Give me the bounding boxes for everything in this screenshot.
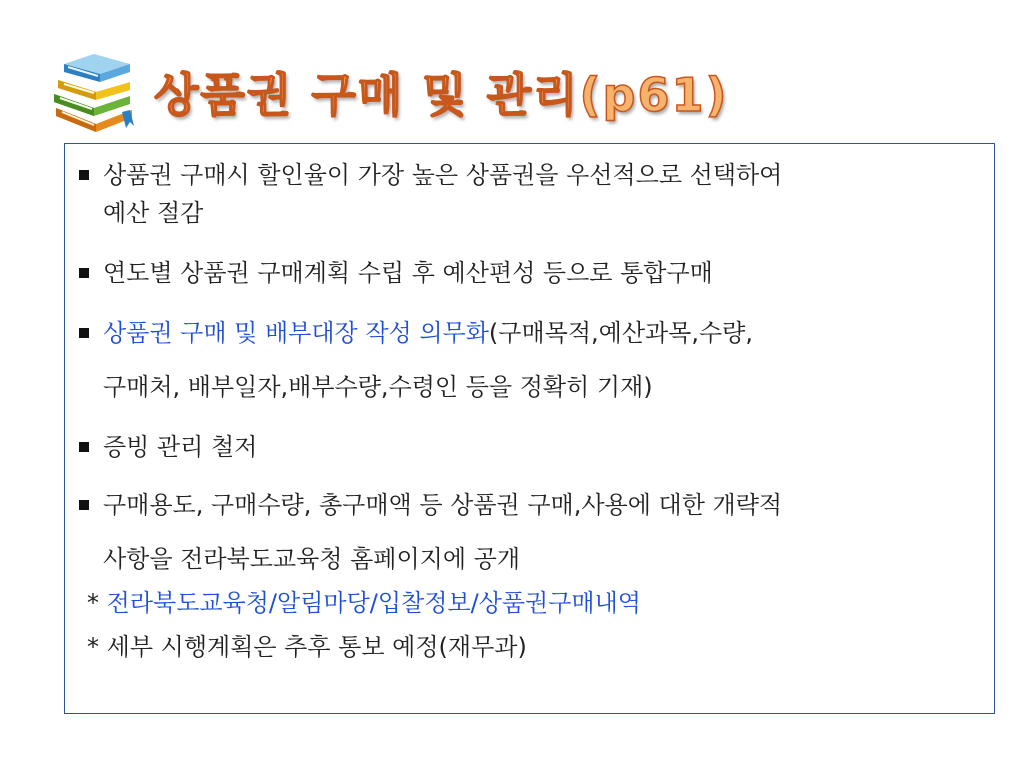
list-item-line: 상품권 구매시 할인율이 가장 높은 상품권을 우선적으로 선택하여 [103, 161, 783, 189]
note-line [79, 584, 974, 622]
list-item-rest: (구매목적,예산과목,수량, [488, 319, 753, 347]
page-title: 상품권 구매 및 관리(p61) [154, 68, 729, 122]
list-item [79, 314, 974, 406]
list-item-text [103, 428, 974, 466]
list-item-text [103, 314, 974, 406]
list-item-text [103, 486, 974, 578]
note-mark: * [87, 633, 107, 661]
note-mark: * [87, 589, 107, 617]
list-item [79, 486, 974, 578]
content-box [64, 143, 995, 714]
note-text: 세부 시행계획은 추후 통보 예정(재무과) [106, 633, 527, 661]
list-item [79, 156, 974, 232]
list-item [79, 428, 974, 466]
list-item [79, 254, 974, 292]
list-item-line: 연도별 상품권 구매계획 수립 후 예산편성 등으로 통합구매 [103, 259, 713, 287]
square-bullet-icon [79, 328, 89, 338]
list-item-line: 사항을 전라북도교육청 홈페이지에 공개 [103, 545, 521, 573]
square-bullet-icon [79, 500, 89, 510]
note-link-text: 전라북도교육청/알림마당/입찰정보/상품권구매내역 [106, 589, 641, 617]
square-bullet-icon [79, 268, 89, 278]
slide-header [50, 52, 729, 132]
list-item-line: 예산 절감 [103, 199, 204, 227]
book-stack-icon [50, 52, 136, 132]
list-item-text [103, 254, 974, 292]
square-bullet-icon [79, 442, 89, 452]
highlight-text: 상품권 구매 및 배부대장 작성 의무화 [103, 319, 489, 347]
list-item-line: 증빙 관리 철저 [103, 433, 258, 461]
list-item-line: 구매용도, 구매수량, 총구매액 등 상품권 구매,사용에 대한 개략적 [103, 491, 783, 519]
list-item-text [103, 156, 974, 232]
note-line [79, 628, 974, 666]
list-item-line [103, 314, 974, 352]
list-item-line: 구매처, 배부일자,배부수량,수령인 등을 정확히 기재) [103, 373, 653, 401]
square-bullet-icon [79, 170, 89, 180]
